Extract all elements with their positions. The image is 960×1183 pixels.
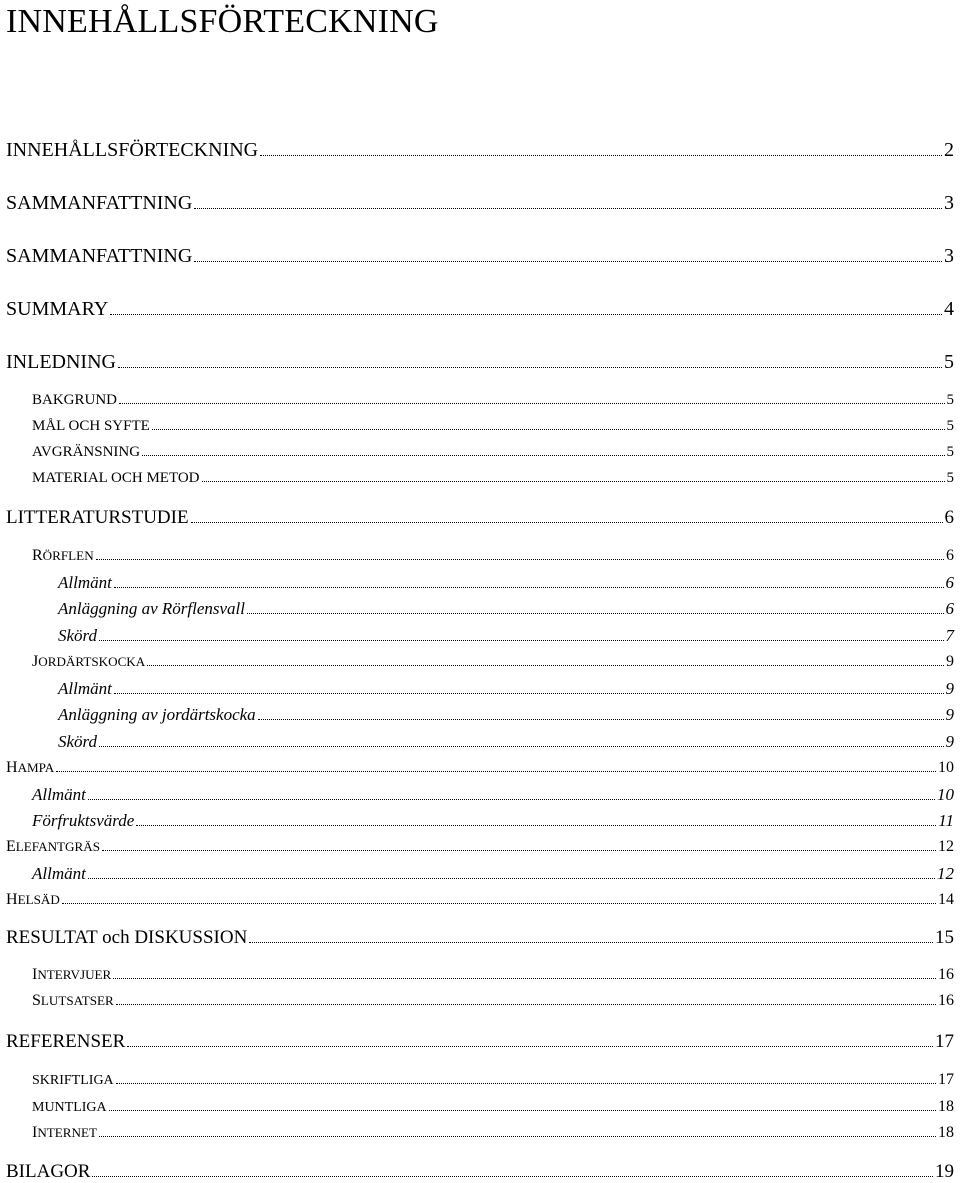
toc-entry-label: Skörd — [58, 732, 98, 751]
toc-entry-label — [32, 1125, 97, 1141]
toc-entry-label: Allmänt — [32, 785, 86, 804]
toc-entry-sammanfattning-2[interactable] — [6, 246, 954, 266]
toc-entry-label: INLEDNING — [6, 351, 116, 373]
toc-entry-bakgrund[interactable] — [6, 393, 954, 408]
toc-entry-label — [32, 654, 145, 670]
toc-leader-dots — [62, 902, 936, 904]
toc-entry-label: SUMMARY — [6, 298, 109, 320]
toc-leader-dots — [118, 366, 942, 368]
toc-leader-dots — [142, 454, 944, 456]
toc-entry-label: MATERIAL OCH METOD — [32, 470, 200, 486]
toc-leader-dots — [102, 849, 936, 851]
toc-leader-dots — [114, 586, 944, 588]
toc-page-number: 5 — [946, 392, 954, 408]
toc-leader-dots — [116, 1003, 936, 1005]
toc-page-number: 7 — [945, 626, 954, 645]
toc-entry-label: Förfruktsvärde — [32, 811, 135, 830]
toc-page-number: 2 — [944, 139, 954, 161]
toc-leader-dots — [194, 207, 942, 209]
toc-label-rest: ORDÄRTSKOCKA — [38, 654, 146, 669]
toc-entry-resultat-och-diskussion[interactable] — [6, 928, 954, 947]
toc-entry-label: Allmänt — [58, 679, 112, 698]
toc-entry-label: AVGRÄNSNING — [32, 444, 141, 460]
toc-entry-label: BAKGRUND — [32, 392, 118, 408]
toc-entry-label — [32, 993, 114, 1009]
toc-label-initial: I — [32, 966, 38, 983]
toc-entry-referenser[interactable] — [6, 1032, 954, 1051]
toc-entry-elefantgras-allmant[interactable] — [6, 865, 954, 882]
toc-entry-label: BILAGOR — [6, 1161, 91, 1182]
toc-leader-dots — [96, 558, 944, 560]
toc-leader-dots — [88, 798, 935, 800]
toc-page-number: 12 — [938, 838, 954, 855]
toc-entry-label: RESULTAT och DISKUSSION — [6, 927, 248, 948]
toc-entry-label: SAMMANFATTNING — [6, 245, 193, 267]
toc-page-number: 16 — [938, 992, 954, 1009]
toc-leader-dots — [194, 260, 942, 262]
toc-leader-dots — [56, 770, 936, 772]
toc-page-number: 6 — [945, 573, 954, 592]
toc-page-number: 14 — [938, 891, 954, 908]
toc-leader-dots — [110, 313, 942, 315]
toc-entry-jordartskocka[interactable] — [6, 654, 954, 670]
toc-entry-sammanfattning-1[interactable] — [6, 193, 954, 213]
toc-page-number: 5 — [946, 418, 954, 434]
toc-leader-dots — [147, 664, 944, 666]
toc-page-number: 6 — [945, 599, 954, 618]
toc-entry-label — [32, 548, 94, 564]
toc-entry-internet[interactable] — [6, 1125, 954, 1141]
toc-entry-label: LITTERATURSTUDIE — [6, 507, 189, 528]
toc-label-rest: LEFANTGRÄS — [15, 839, 101, 854]
toc-label-initial: I — [32, 1124, 38, 1141]
toc-page-number: 5 — [944, 351, 954, 373]
toc-page-number: 3 — [944, 245, 954, 267]
toc-page-number: 9 — [946, 653, 954, 670]
toc-entry-summary[interactable] — [6, 299, 954, 319]
toc-entry-mal-och-syfte[interactable] — [6, 419, 954, 434]
toc-leader-dots — [136, 824, 936, 826]
toc-entry-rorflen[interactable] — [6, 548, 954, 564]
toc-entry-label: Allmänt — [32, 864, 86, 883]
toc-entry-bilagor[interactable] — [6, 1162, 954, 1181]
toc-leader-dots — [152, 428, 945, 430]
toc-entry-innehallsforteckning[interactable] — [6, 140, 954, 160]
toc-entry-label: Skörd — [58, 626, 98, 645]
toc-leader-dots — [260, 154, 942, 156]
toc-leader-dots — [99, 639, 943, 641]
toc-entry-muntliga[interactable] — [6, 1099, 954, 1115]
toc-entry-hampa-forfruktsvarde[interactable] — [6, 812, 954, 829]
toc-leader-dots — [109, 1109, 936, 1111]
toc-entry-inledning[interactable] — [6, 352, 954, 372]
toc-label-initial: R — [32, 547, 43, 564]
toc-page-number: 5 — [946, 470, 954, 486]
page-title: INNEHÅLLSFÖRTECKNING — [6, 3, 439, 40]
toc-label-initial: S — [32, 992, 41, 1009]
toc-entry-label: Anläggning av Rörflensvall — [58, 599, 245, 618]
toc-entry-label — [32, 967, 111, 983]
toc-leader-dots — [99, 745, 943, 747]
toc-entry-avgransning[interactable] — [6, 445, 954, 460]
toc-page-number: 12 — [937, 864, 954, 883]
toc-leader-dots — [191, 521, 943, 523]
toc-leader-dots — [127, 1045, 933, 1047]
toc-entry-label — [6, 760, 54, 776]
toc-page-number: 18 — [938, 1098, 954, 1115]
toc-entry-skriftliga[interactable] — [6, 1072, 954, 1088]
toc-label-rest: ELSÄD — [17, 892, 60, 907]
toc-label-initial: J — [32, 653, 39, 670]
toc-label-initial: H — [6, 759, 18, 776]
toc-entry-litteraturstudie[interactable] — [6, 508, 954, 527]
toc-label-rest: AMPA — [17, 760, 55, 775]
toc-entry-jordartskocka-anlaggning[interactable] — [6, 706, 954, 723]
toc-leader-dots — [247, 612, 944, 614]
toc-page-number: 4 — [944, 298, 954, 320]
toc-entry-label — [6, 892, 60, 908]
toc-page-number: 9 — [945, 705, 954, 724]
toc-label-rest: ÖRFLEN — [42, 548, 94, 563]
toc-label-initial: H — [6, 891, 18, 908]
toc-entry-rorflen-anlaggning[interactable] — [6, 600, 954, 617]
toc-page-number: 16 — [938, 966, 954, 983]
toc-leader-dots — [119, 402, 944, 404]
toc-entry-label: Anläggning av jordärtskocka — [58, 705, 256, 724]
toc-page-number: 3 — [944, 192, 954, 214]
toc-page-number: 19 — [935, 1161, 954, 1182]
toc-entry-elefantgras[interactable] — [6, 839, 954, 855]
toc-entry-material-och-metod[interactable] — [6, 471, 954, 486]
toc-entry-label: INNEHÅLLSFÖRTECKNING — [6, 139, 259, 161]
toc-leader-dots — [116, 1082, 936, 1084]
toc-entry-label: REFERENSER — [6, 1031, 126, 1052]
toc-page-number: 6 — [946, 547, 954, 564]
toc-leader-dots — [258, 718, 944, 720]
toc-leader-dots — [202, 480, 945, 482]
toc-entry-jordartskocka-allmant[interactable] — [6, 680, 954, 697]
toc-page-number: 18 — [938, 1124, 954, 1141]
toc-entry-intervjuer[interactable] — [6, 967, 954, 983]
toc-page-number: 17 — [935, 1031, 954, 1052]
toc-leader-dots — [113, 977, 936, 979]
toc-page-number: 10 — [937, 785, 954, 804]
toc-page-number: 11 — [938, 811, 954, 830]
toc-entry-jordartskocka-skord[interactable] — [6, 733, 954, 750]
toc-entry-label: MUNTLIGA — [32, 1100, 107, 1115]
toc-leader-dots — [92, 1175, 933, 1177]
toc-page-number: 6 — [944, 507, 954, 528]
toc-page-number: 9 — [945, 679, 954, 698]
toc-page-number: 5 — [946, 444, 954, 460]
toc-entry-rorflen-skord[interactable] — [6, 627, 954, 644]
toc-entry-helsad[interactable] — [6, 892, 954, 908]
toc-page-number: 15 — [935, 927, 954, 948]
toc-page-number: 9 — [945, 732, 954, 751]
toc-label-initial: E — [6, 838, 16, 855]
toc-entry-hampa-allmant[interactable] — [6, 786, 954, 803]
toc-entry-label: MÅL OCH SYFTE — [32, 418, 150, 434]
toc-entry-rorflen-allmant[interactable] — [6, 574, 954, 591]
toc-entry-slutsatser[interactable] — [6, 993, 954, 1009]
toc-leader-dots — [114, 692, 944, 694]
toc-label-rest: NTERVJUER — [37, 967, 112, 982]
toc-entry-label: SKRIFTLIGA — [32, 1073, 114, 1088]
toc-label-rest: LUTSATSER — [40, 993, 114, 1008]
toc-entry-label — [6, 839, 100, 855]
toc-leader-dots — [99, 1135, 936, 1137]
toc-leader-dots — [88, 877, 935, 879]
toc-page-number: 10 — [938, 759, 954, 776]
toc-entry-label: Allmänt — [58, 573, 112, 592]
toc-page-number: 17 — [938, 1071, 954, 1088]
toc-entry-hampa[interactable] — [6, 760, 954, 776]
toc-leader-dots — [249, 941, 933, 943]
toc-label-rest: NTERNET — [37, 1125, 98, 1140]
toc-entry-label: SAMMANFATTNING — [6, 192, 193, 214]
